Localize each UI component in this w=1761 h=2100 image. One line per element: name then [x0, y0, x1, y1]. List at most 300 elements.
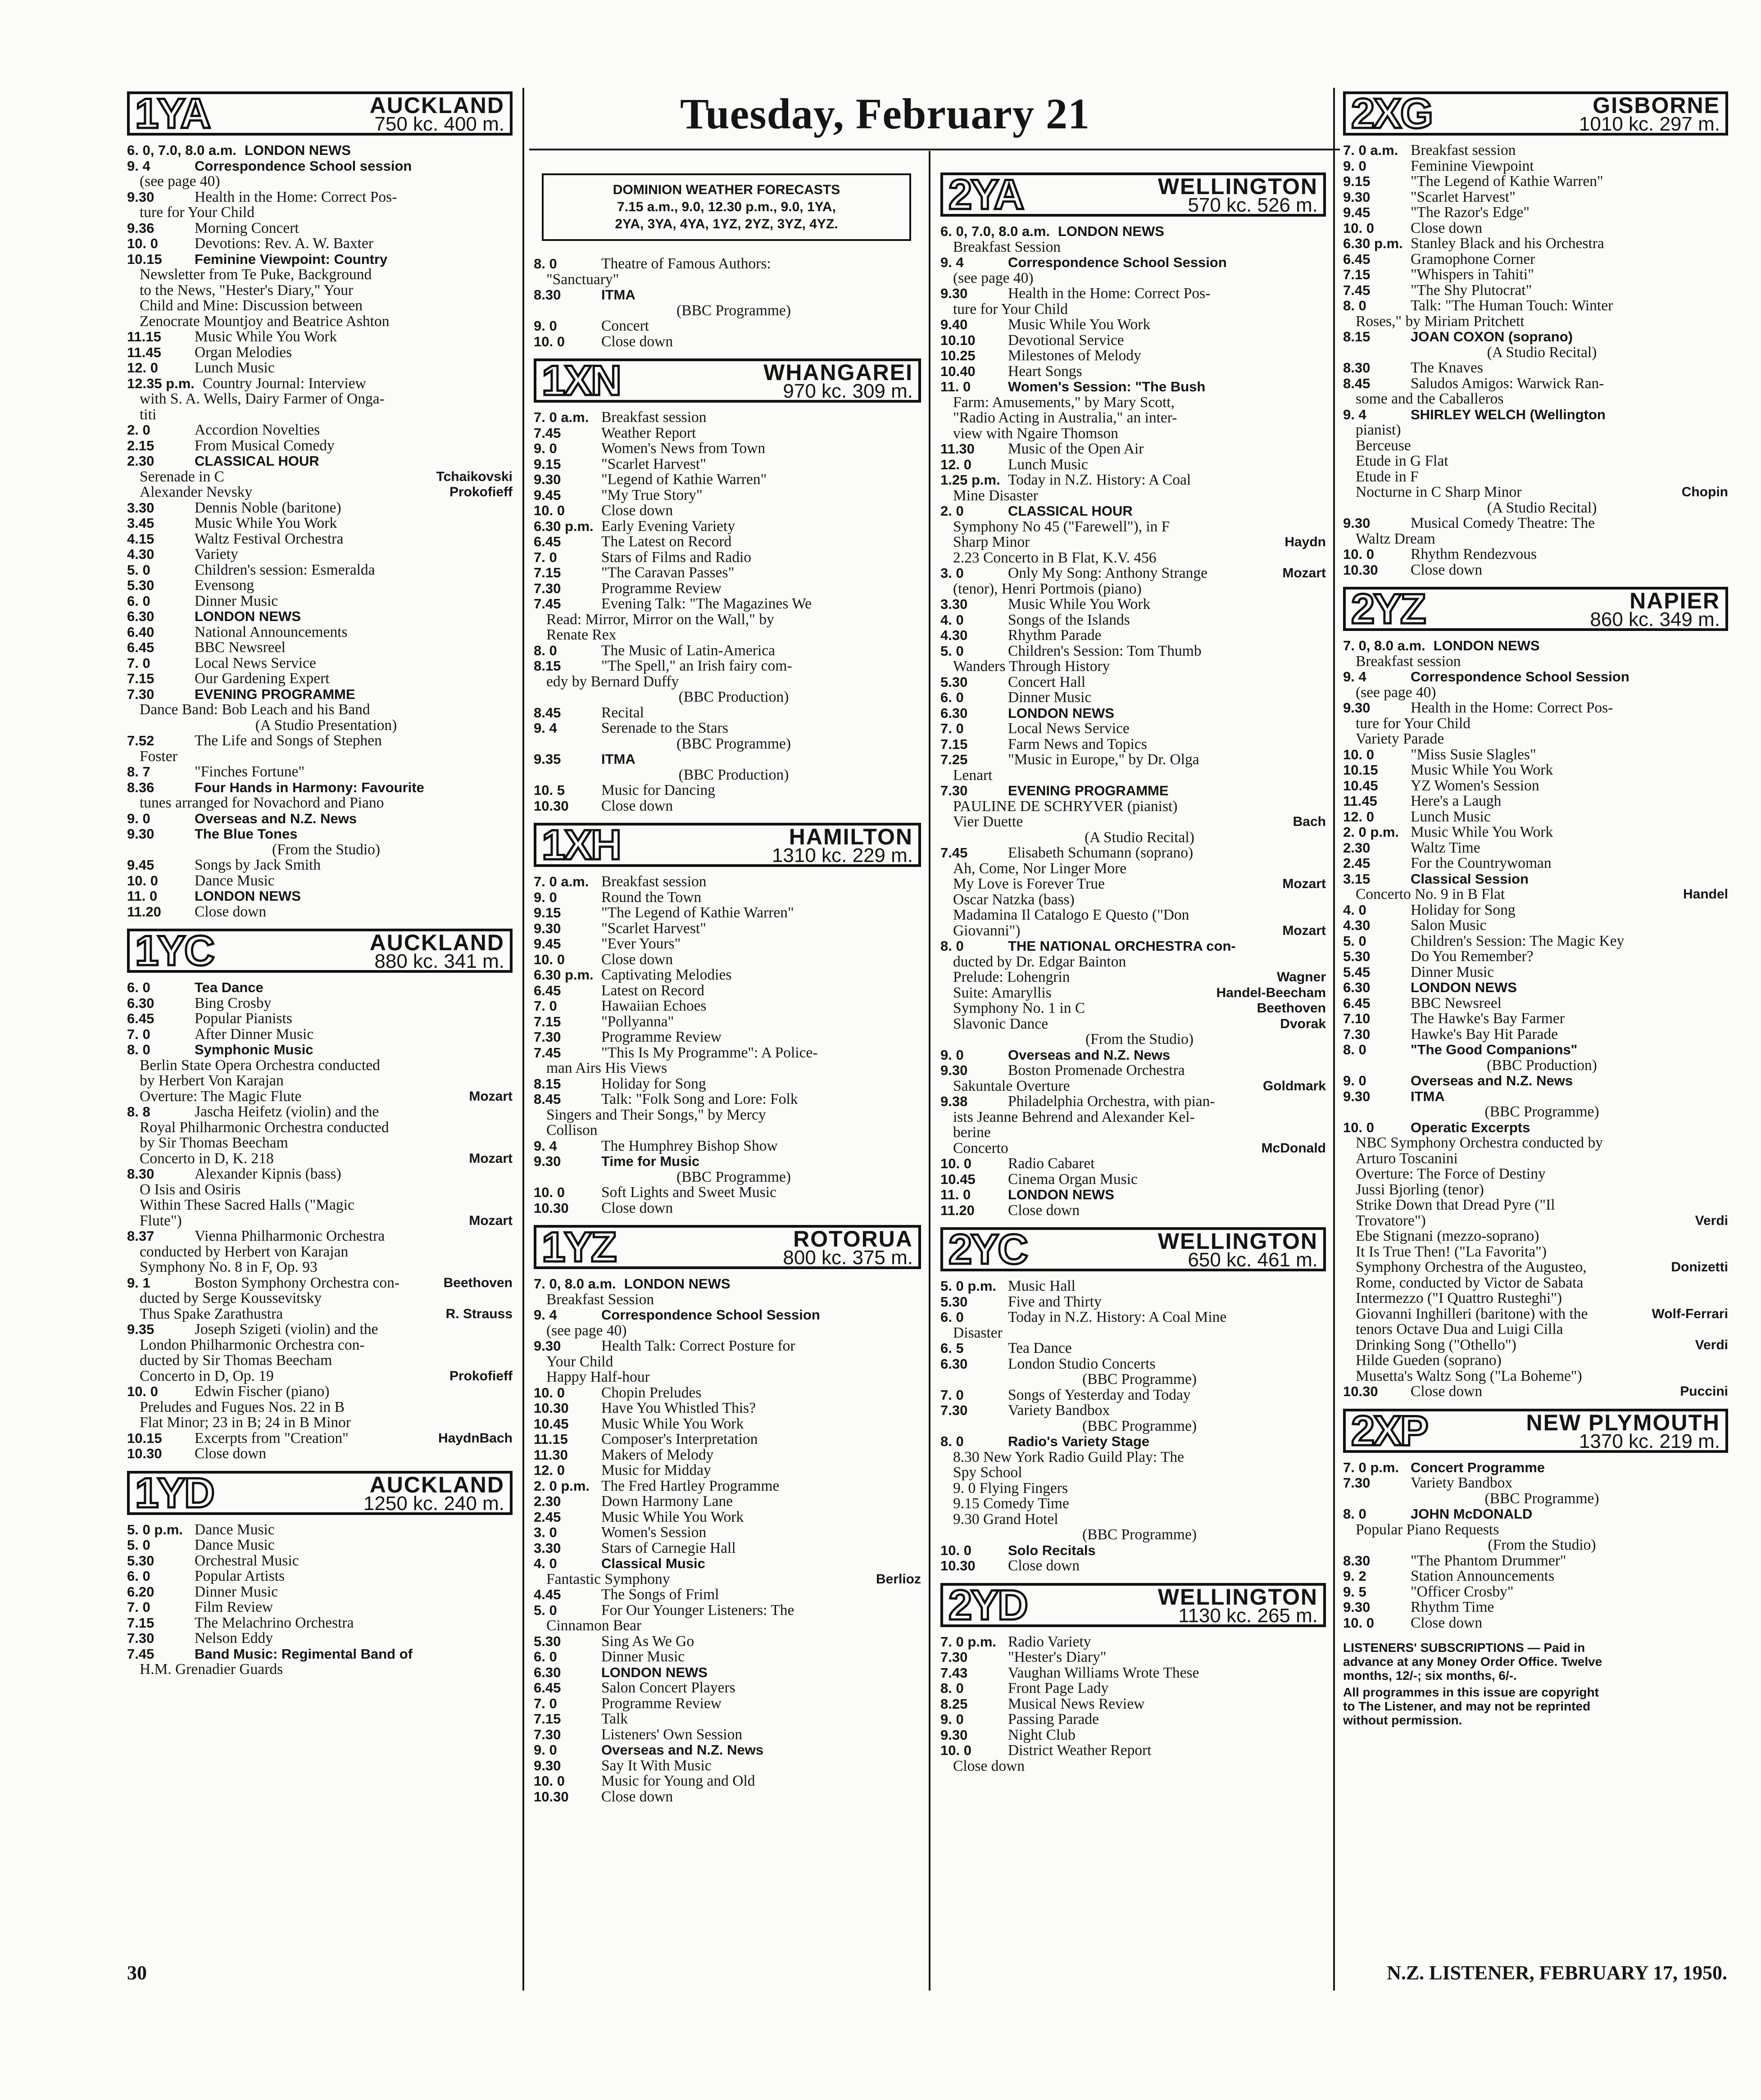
programme-entry	[127, 1569, 513, 1584]
entry-text: H.M. Grenadier Guards	[140, 1661, 283, 1678]
entry-time: 8.30	[534, 287, 561, 303]
entry-title: Variety	[195, 547, 238, 562]
entry-text: tenors Octave Dua and Luigi Cilla	[1356, 1321, 1563, 1338]
entry-text: Farm: Amusements," by Mary Scott,	[953, 394, 1175, 411]
entry-time: 9. 0	[1343, 158, 1366, 174]
programme-entry	[1343, 159, 1728, 174]
entry-composer: Mozart	[1282, 923, 1326, 938]
entry-text: edy by Bernard Duffy	[546, 673, 679, 690]
entry-title: Dinner Music	[1008, 690, 1092, 706]
notice-line: LISTENERS' SUBSCRIPTIONS — Paid in	[1343, 1641, 1585, 1655]
entry-time: 7.15	[534, 1711, 561, 1727]
entry-time: 3.15	[1343, 871, 1371, 887]
entry-continuation	[127, 1291, 513, 1306]
station-frequency: 1250 kc. 240 m.	[363, 1492, 504, 1515]
programme-entry	[534, 1138, 921, 1154]
entry-text: Flute")	[140, 1212, 182, 1229]
entry-continuation	[1343, 1213, 1728, 1229]
entry-time: 9.30	[127, 826, 154, 842]
entry-title: Have You Whistled This?	[601, 1401, 756, 1416]
entry-title: Only My Song: Anthony Strange	[1008, 566, 1207, 581]
programme-entry	[1343, 174, 1728, 190]
programme-entry	[1343, 298, 1728, 314]
entry-text: (BBC Programme)	[1082, 1526, 1197, 1543]
station-call-sign: 2XP	[1351, 1408, 1427, 1453]
entry-time: 10.45	[940, 1171, 976, 1187]
station-2yz	[1343, 587, 1728, 1400]
station-frequency: 650 kc. 461 m.	[1188, 1249, 1318, 1271]
entry-time: 12. 0	[1343, 808, 1374, 825]
entry-title: Radio Cabaret	[1008, 1156, 1095, 1172]
programme-entry	[940, 224, 1326, 240]
station-city: NEW PLYMOUTH	[1526, 1410, 1720, 1435]
entry-title: The Songs of Friml	[601, 1587, 719, 1603]
programme-entry	[127, 531, 513, 547]
programme-entry	[127, 656, 513, 671]
entry-title: Milestones of Melody	[1008, 348, 1141, 364]
programme-entry	[534, 334, 921, 350]
entry-composer: Handel-Beecham	[1216, 985, 1326, 1000]
entry-continuation	[1343, 1260, 1728, 1275]
programme-entry	[940, 1696, 1326, 1712]
entry-text: Roses," by Miriam Pritchett	[1356, 313, 1525, 330]
programme-entry	[534, 705, 921, 721]
station-header	[940, 1227, 1326, 1271]
programme-entry	[940, 1434, 1326, 1450]
entry-continuation	[940, 768, 1326, 784]
entry-continuation	[940, 814, 1326, 830]
programme-entry	[534, 983, 921, 999]
station-city: WELLINGTON	[1157, 174, 1318, 199]
entry-text: Happy Half-hour	[546, 1369, 650, 1385]
entry-time: 6.30 p.m.	[534, 967, 594, 983]
entry-title: Stanley Black and his Orchestra	[1411, 236, 1604, 252]
entry-time: 9. 0	[534, 889, 557, 905]
entry-time: 7. 0, 8.0 a.m.	[1343, 638, 1425, 653]
programme-entry	[127, 438, 513, 454]
station-call-sign: 1XN	[542, 358, 620, 403]
entry-continuation	[940, 1125, 1326, 1141]
programme-entry	[1343, 638, 1728, 654]
programme-entry	[534, 1649, 921, 1665]
programme-entry	[534, 1665, 921, 1681]
programme-entry	[127, 236, 513, 252]
entry-time: 9. 0	[940, 1047, 964, 1063]
station-frequency: 880 kc. 341 m.	[374, 950, 504, 972]
entry-title: BBC Newsreel	[1411, 995, 1502, 1011]
entry-title: Close down	[601, 334, 673, 349]
station-city: WELLINGTON	[1157, 1229, 1318, 1254]
column-rule-2	[929, 151, 930, 1991]
programme-entry	[940, 737, 1326, 753]
entry-composer: Dvorak	[1280, 1016, 1326, 1031]
entry-continuation	[127, 1260, 513, 1275]
entry-title: Musical Comedy Theatre: The	[1411, 516, 1595, 531]
entry-composer: Mozart	[1282, 876, 1326, 891]
entry-text: (BBC Programme)	[676, 735, 791, 752]
programme-entry	[940, 706, 1326, 721]
entry-continuation	[534, 1354, 921, 1370]
entry-continuation	[940, 861, 1326, 877]
programme-entry	[1343, 1120, 1728, 1136]
programme-entry	[940, 1650, 1326, 1665]
entry-continuation	[127, 1213, 513, 1229]
entry-composer: Tchaikovski	[436, 469, 513, 484]
programme-entry	[1343, 1011, 1728, 1027]
entry-continuation	[940, 954, 1326, 970]
entry-title: Breakfast session	[601, 410, 707, 426]
entry-text: man Airs His Views	[546, 1060, 667, 1076]
entry-composer: Haydn	[438, 1430, 480, 1446]
programme-entry	[534, 287, 921, 303]
entry-continuation	[1343, 1353, 1728, 1369]
entry-text: Spy School	[953, 1464, 1022, 1481]
entry-continuation	[534, 1292, 921, 1308]
programme-entry	[1343, 934, 1728, 949]
entry-title: Radio's Variety Stage	[1008, 1434, 1150, 1449]
entry-text: ducted by Serge Koussevitsky	[140, 1290, 322, 1306]
entry-time: 9.30	[534, 920, 561, 936]
entry-title: The Latest on Record	[601, 534, 732, 550]
entry-text: Collison	[546, 1122, 598, 1138]
entry-text: Zenocrate Mountjoy and Beatrice Ashton	[140, 313, 390, 330]
entry-time: 4.30	[940, 627, 968, 643]
station-info	[625, 825, 918, 864]
entry-time: 9. 0	[534, 318, 557, 334]
entry-time: 9. 2	[1343, 1568, 1366, 1584]
entry-title: "Miss Susie Slagles"	[1411, 747, 1536, 762]
entry-continuation	[127, 1244, 513, 1260]
entry-time: 9. 4	[1343, 669, 1366, 685]
entry-time: 12. 0	[534, 1462, 565, 1478]
entry-title: Dance Music	[195, 1522, 275, 1538]
programme-entry	[127, 609, 513, 625]
entry-continuation	[1343, 391, 1728, 407]
entry-text: Breakfast session	[1356, 653, 1461, 670]
station-1yd	[127, 1471, 513, 1678]
entry-composer: Bach	[1293, 814, 1326, 829]
entry-continuation	[940, 1079, 1326, 1094]
entry-continuation	[127, 469, 513, 485]
entry-text: Giovanni")	[953, 922, 1021, 939]
entry-continuation	[534, 1572, 921, 1587]
station-header	[1343, 91, 1728, 136]
programme-entry	[1343, 700, 1728, 716]
entry-title: Close down	[1411, 562, 1483, 578]
programme-entry	[127, 143, 513, 159]
entry-time: 6.30	[127, 608, 154, 624]
entry-time: 8.30	[1343, 360, 1371, 376]
entry-time: 11.15	[127, 329, 161, 345]
entry-continuation	[940, 923, 1326, 939]
entry-time: 7. 0	[534, 549, 557, 565]
entry-title: Rhythm Time	[1411, 1600, 1494, 1615]
entry-time: 9.45	[534, 936, 561, 952]
entry-title: Rhythm Rendezvous	[1411, 547, 1537, 562]
entry-text: Close down	[953, 1757, 1025, 1774]
entry-text: ists Jeanne Behrend and Alexander Kel-	[953, 1108, 1195, 1125]
programme-entry	[1343, 252, 1728, 268]
programme-entry	[127, 1104, 513, 1120]
entry-title: "Ever Yours"	[601, 936, 681, 952]
entry-title: The Life and Songs of Stephen	[195, 733, 382, 749]
entry-title: Songs by Jack Smith	[195, 857, 321, 873]
entry-title: Night Club	[1008, 1727, 1076, 1743]
entry-time: 9.30	[1343, 1088, 1371, 1104]
entry-continuation	[940, 1032, 1326, 1048]
entry-time: 11.20	[940, 1202, 975, 1218]
programme-entry	[940, 1388, 1326, 1403]
entry-time: 6.20	[127, 1583, 154, 1600]
entry-time: 9. 4	[940, 254, 964, 270]
programme-entry	[1343, 1553, 1728, 1569]
entry-title: LONDON NEWS	[1433, 638, 1540, 653]
station-city: WHANGAREI	[763, 360, 913, 385]
entry-title: Serenade to the Stars	[601, 721, 728, 736]
entry-composer: Mozart	[469, 1089, 513, 1104]
entry-title: "Hester's Diary"	[1008, 1650, 1107, 1665]
entry-time: 7.15	[1343, 267, 1371, 282]
programme-entry	[940, 1094, 1326, 1110]
entry-time: 2.30	[127, 453, 154, 469]
entry-text: (A Studio Recital)	[1487, 499, 1597, 516]
entry-time: 9.15	[534, 905, 561, 921]
entry-continuation	[127, 1073, 513, 1089]
programme-entry	[940, 628, 1326, 644]
entry-text: Intermezzo ("I Quattro Rusteghi")	[1356, 1290, 1562, 1306]
entry-text: Read: Mirror, Mirror on the Wall," by	[546, 611, 774, 628]
entry-text: Rome, conducted by Victor de Sabata	[1356, 1274, 1584, 1291]
station-1xh	[534, 823, 921, 1216]
entry-time: 5. 0	[127, 562, 150, 578]
entry-title: Joseph Szigeti (violin) and the	[195, 1322, 378, 1338]
entry-continuation	[127, 702, 513, 718]
entry-text: 9. 0 Flying Fingers	[953, 1479, 1068, 1497]
entry-title: Overseas and N.Z. News	[195, 811, 357, 826]
programme-entry	[534, 721, 921, 736]
entry-composer: R. Strauss	[445, 1306, 513, 1321]
entry-time: 9. 4	[534, 1307, 557, 1323]
entry-text: Within These Sacred Halls ("Magic	[140, 1197, 354, 1213]
entry-title: Country Journal: Interview	[202, 376, 366, 391]
entry-text: Symphony No 45 ("Farewell"), in F	[953, 518, 1170, 535]
entry-text: PAULINE DE SCHRYVER (pianist)	[953, 798, 1178, 815]
entry-time: 10. 0	[127, 872, 158, 889]
entry-title: Music While You Work	[195, 516, 337, 531]
entry-title: Concert Programme	[1411, 1460, 1545, 1475]
entry-title: Music for Dancing	[601, 783, 716, 798]
entry-continuation	[940, 1481, 1326, 1497]
entry-time: 6.45	[1343, 995, 1371, 1011]
entry-continuation	[127, 1338, 513, 1353]
entry-title: "Legend of Kathie Warren"	[601, 472, 767, 488]
entry-time: 10. 0	[534, 1384, 565, 1401]
entry-title: Health Talk: Correct Posture for	[601, 1338, 795, 1354]
entry-time: 6.30	[940, 1356, 968, 1372]
entry-title: Say It With Music	[601, 1758, 712, 1773]
entry-time: 7.10	[1343, 1011, 1371, 1026]
entry-time: 9.45	[534, 487, 561, 503]
entry-title: "Scarlet Harvest"	[1411, 189, 1516, 205]
entry-continuation	[534, 736, 921, 752]
entry-text: (BBC Programme)	[676, 302, 791, 319]
entry-continuation	[534, 1323, 921, 1339]
entry-time: 4.30	[1343, 917, 1371, 933]
entry-title: Here's a Laugh	[1411, 794, 1502, 809]
entry-time: 8.15	[534, 658, 561, 674]
entry-text: Sharp Minor	[953, 534, 1030, 550]
entry-composer: Beethoven	[443, 1275, 513, 1290]
programme-entry	[1343, 762, 1728, 778]
programme-entry	[534, 596, 921, 612]
entry-text: Symphony Orchestra of the Augusteo,	[1356, 1259, 1587, 1275]
entry-time: 10.45	[1343, 777, 1378, 794]
entry-text: Slavonic Dance	[953, 1015, 1048, 1032]
entry-text: view with Ngaire Thomson	[953, 425, 1118, 442]
entry-title: "Scarlet Harvest"	[601, 456, 706, 472]
entry-text: Etude in F	[1356, 468, 1419, 485]
entry-time: 2. 0 p.m.	[1343, 824, 1399, 840]
notice-line: All programmes in this issue are copyright	[1343, 1685, 1599, 1699]
programme-entry	[940, 612, 1326, 628]
entry-text: to the News, "Hester's Diary," Your	[140, 281, 354, 299]
entry-time: 5. 0	[940, 643, 964, 659]
entry-title: LONDON NEWS	[245, 143, 351, 158]
programme-entry	[940, 1743, 1326, 1759]
page-title: Tuesday, February 21	[680, 90, 1090, 138]
entry-title: Gramophone Corner	[1411, 251, 1535, 267]
entry-text: Your Child	[546, 1353, 613, 1370]
entry-time: 6. 0	[940, 1309, 964, 1325]
entry-text: Giovanni Inghilleri (baritone) with the	[1356, 1305, 1588, 1322]
column-4	[1343, 88, 1728, 1727]
entry-continuation	[127, 314, 513, 330]
entry-title: Songs of Yesterday and Today	[1008, 1387, 1191, 1403]
programme-entry	[127, 221, 513, 236]
programme-entry	[127, 1646, 513, 1662]
entry-title: Accordion Novelties	[195, 422, 320, 438]
entry-text: Popular Piano Requests	[1356, 1521, 1499, 1538]
entry-time: 9.30	[127, 189, 154, 205]
entry-title: Women's Session	[601, 1525, 707, 1541]
programme-entry	[1343, 205, 1728, 221]
entry-title: Operatic Excerpts	[1411, 1120, 1530, 1135]
entry-title: Local News Service	[195, 655, 316, 671]
entry-time: 6.40	[127, 624, 154, 640]
entry-continuation	[1343, 454, 1728, 469]
entry-title: Elisabeth Schumann (soprano)	[1008, 845, 1194, 861]
entry-title: The Blue Tones	[195, 826, 298, 842]
entry-text: Concerto	[953, 1139, 1008, 1157]
station-info	[1432, 1411, 1725, 1450]
programme-entry	[1343, 1600, 1728, 1615]
programme-entry	[534, 256, 921, 272]
entry-time: 5. 0	[534, 1602, 557, 1618]
entry-time: 5. 0 p.m.	[127, 1521, 183, 1538]
entry-text: Vier Duette	[953, 813, 1023, 830]
entry-continuation	[1343, 1058, 1728, 1074]
entry-text: with S. A. Wells, Dairy Farmer of Onga-	[140, 390, 385, 407]
entry-text: Newsletter from Te Puke, Background	[140, 266, 372, 283]
entry-time: 3. 0	[534, 1524, 557, 1540]
station-frequency: 1370 kc. 219 m.	[1579, 1430, 1720, 1452]
entry-title: Concert Hall	[1008, 674, 1086, 690]
programme-entry	[127, 1446, 513, 1462]
entry-title: "Scarlet Harvest"	[601, 921, 706, 936]
entry-title: Music While You Work	[1411, 762, 1553, 778]
programme-entry	[534, 1541, 921, 1556]
programme-entry	[940, 364, 1326, 380]
entry-time: 10. 0	[534, 1184, 565, 1200]
entry-time: 6.45	[1343, 251, 1371, 267]
programme-entry	[1343, 996, 1728, 1011]
programme-entry	[534, 534, 921, 550]
programme-entry	[534, 1076, 921, 1092]
entry-continuation	[127, 718, 513, 734]
programme-entry	[1343, 1089, 1728, 1105]
entry-time: 7.25	[940, 752, 968, 767]
entry-title: CLASSICAL HOUR	[195, 454, 319, 469]
entry-time: 9.30	[534, 472, 561, 487]
entry-title: Overseas and N.Z. News	[1411, 1073, 1573, 1089]
entry-time: 11. 0	[127, 888, 158, 904]
programme-entry	[127, 671, 513, 687]
entry-title: Evensong	[195, 578, 254, 594]
station-info	[625, 361, 918, 400]
entry-time: 7.45	[534, 596, 561, 612]
entry-title: Musical News Review	[1008, 1696, 1145, 1712]
programme-entry	[1343, 778, 1728, 794]
entry-time: 2. 0 p.m.	[534, 1478, 590, 1494]
entry-title: Women's Session: "The Bush	[1008, 379, 1206, 395]
entry-title: Sing As We Go	[601, 1633, 694, 1649]
entry-time: 11. 0	[940, 379, 971, 395]
programme-entry	[127, 811, 513, 827]
station-call-sign: 1YA	[135, 91, 210, 136]
entry-time: 6. 0	[940, 689, 964, 705]
entry-composer: Mozart	[469, 1213, 513, 1228]
page-footer: N.Z. LISTENER, FEBRUARY 17, 1950.	[1387, 1962, 1727, 1984]
entry-title: Music While You Work	[1411, 825, 1553, 840]
top-rule	[529, 149, 1340, 150]
station-city: ROTORUA	[793, 1226, 913, 1252]
entry-title: The Fred Hartley Programme	[601, 1478, 780, 1494]
entry-continuation	[127, 1662, 513, 1678]
entry-text: Strike Down that Dread Pyre ("Il	[1356, 1197, 1555, 1213]
programme-entry	[534, 1525, 921, 1541]
entry-title: "This Is My Programme": A Police-	[601, 1045, 818, 1061]
entry-time: 9. 4	[534, 720, 557, 736]
programme-entry	[127, 360, 513, 376]
programme-entry	[127, 764, 513, 780]
entry-text: Preludes and Fugues Nos. 22 in B	[140, 1398, 345, 1415]
entry-text: Berceuse	[1356, 437, 1411, 454]
programme-entry	[127, 780, 513, 796]
station-1yc	[127, 929, 513, 1462]
entry-time: 10.30	[1343, 562, 1378, 578]
entry-continuation	[940, 1325, 1326, 1341]
entry-time: 9. 0	[534, 1742, 557, 1758]
entry-time: 6. 0	[127, 1568, 150, 1584]
entry-title: Round the Town	[601, 889, 702, 905]
entry-time: 10.25	[940, 348, 976, 363]
entry-continuation	[534, 767, 921, 783]
entry-title: Local News Service	[1008, 721, 1130, 737]
entry-time: 11.15	[534, 1431, 568, 1447]
entry-continuation	[940, 1512, 1326, 1528]
entry-title: Band Music: Regimental Band of	[195, 1646, 413, 1662]
entry-composer: Mozart	[469, 1151, 513, 1166]
